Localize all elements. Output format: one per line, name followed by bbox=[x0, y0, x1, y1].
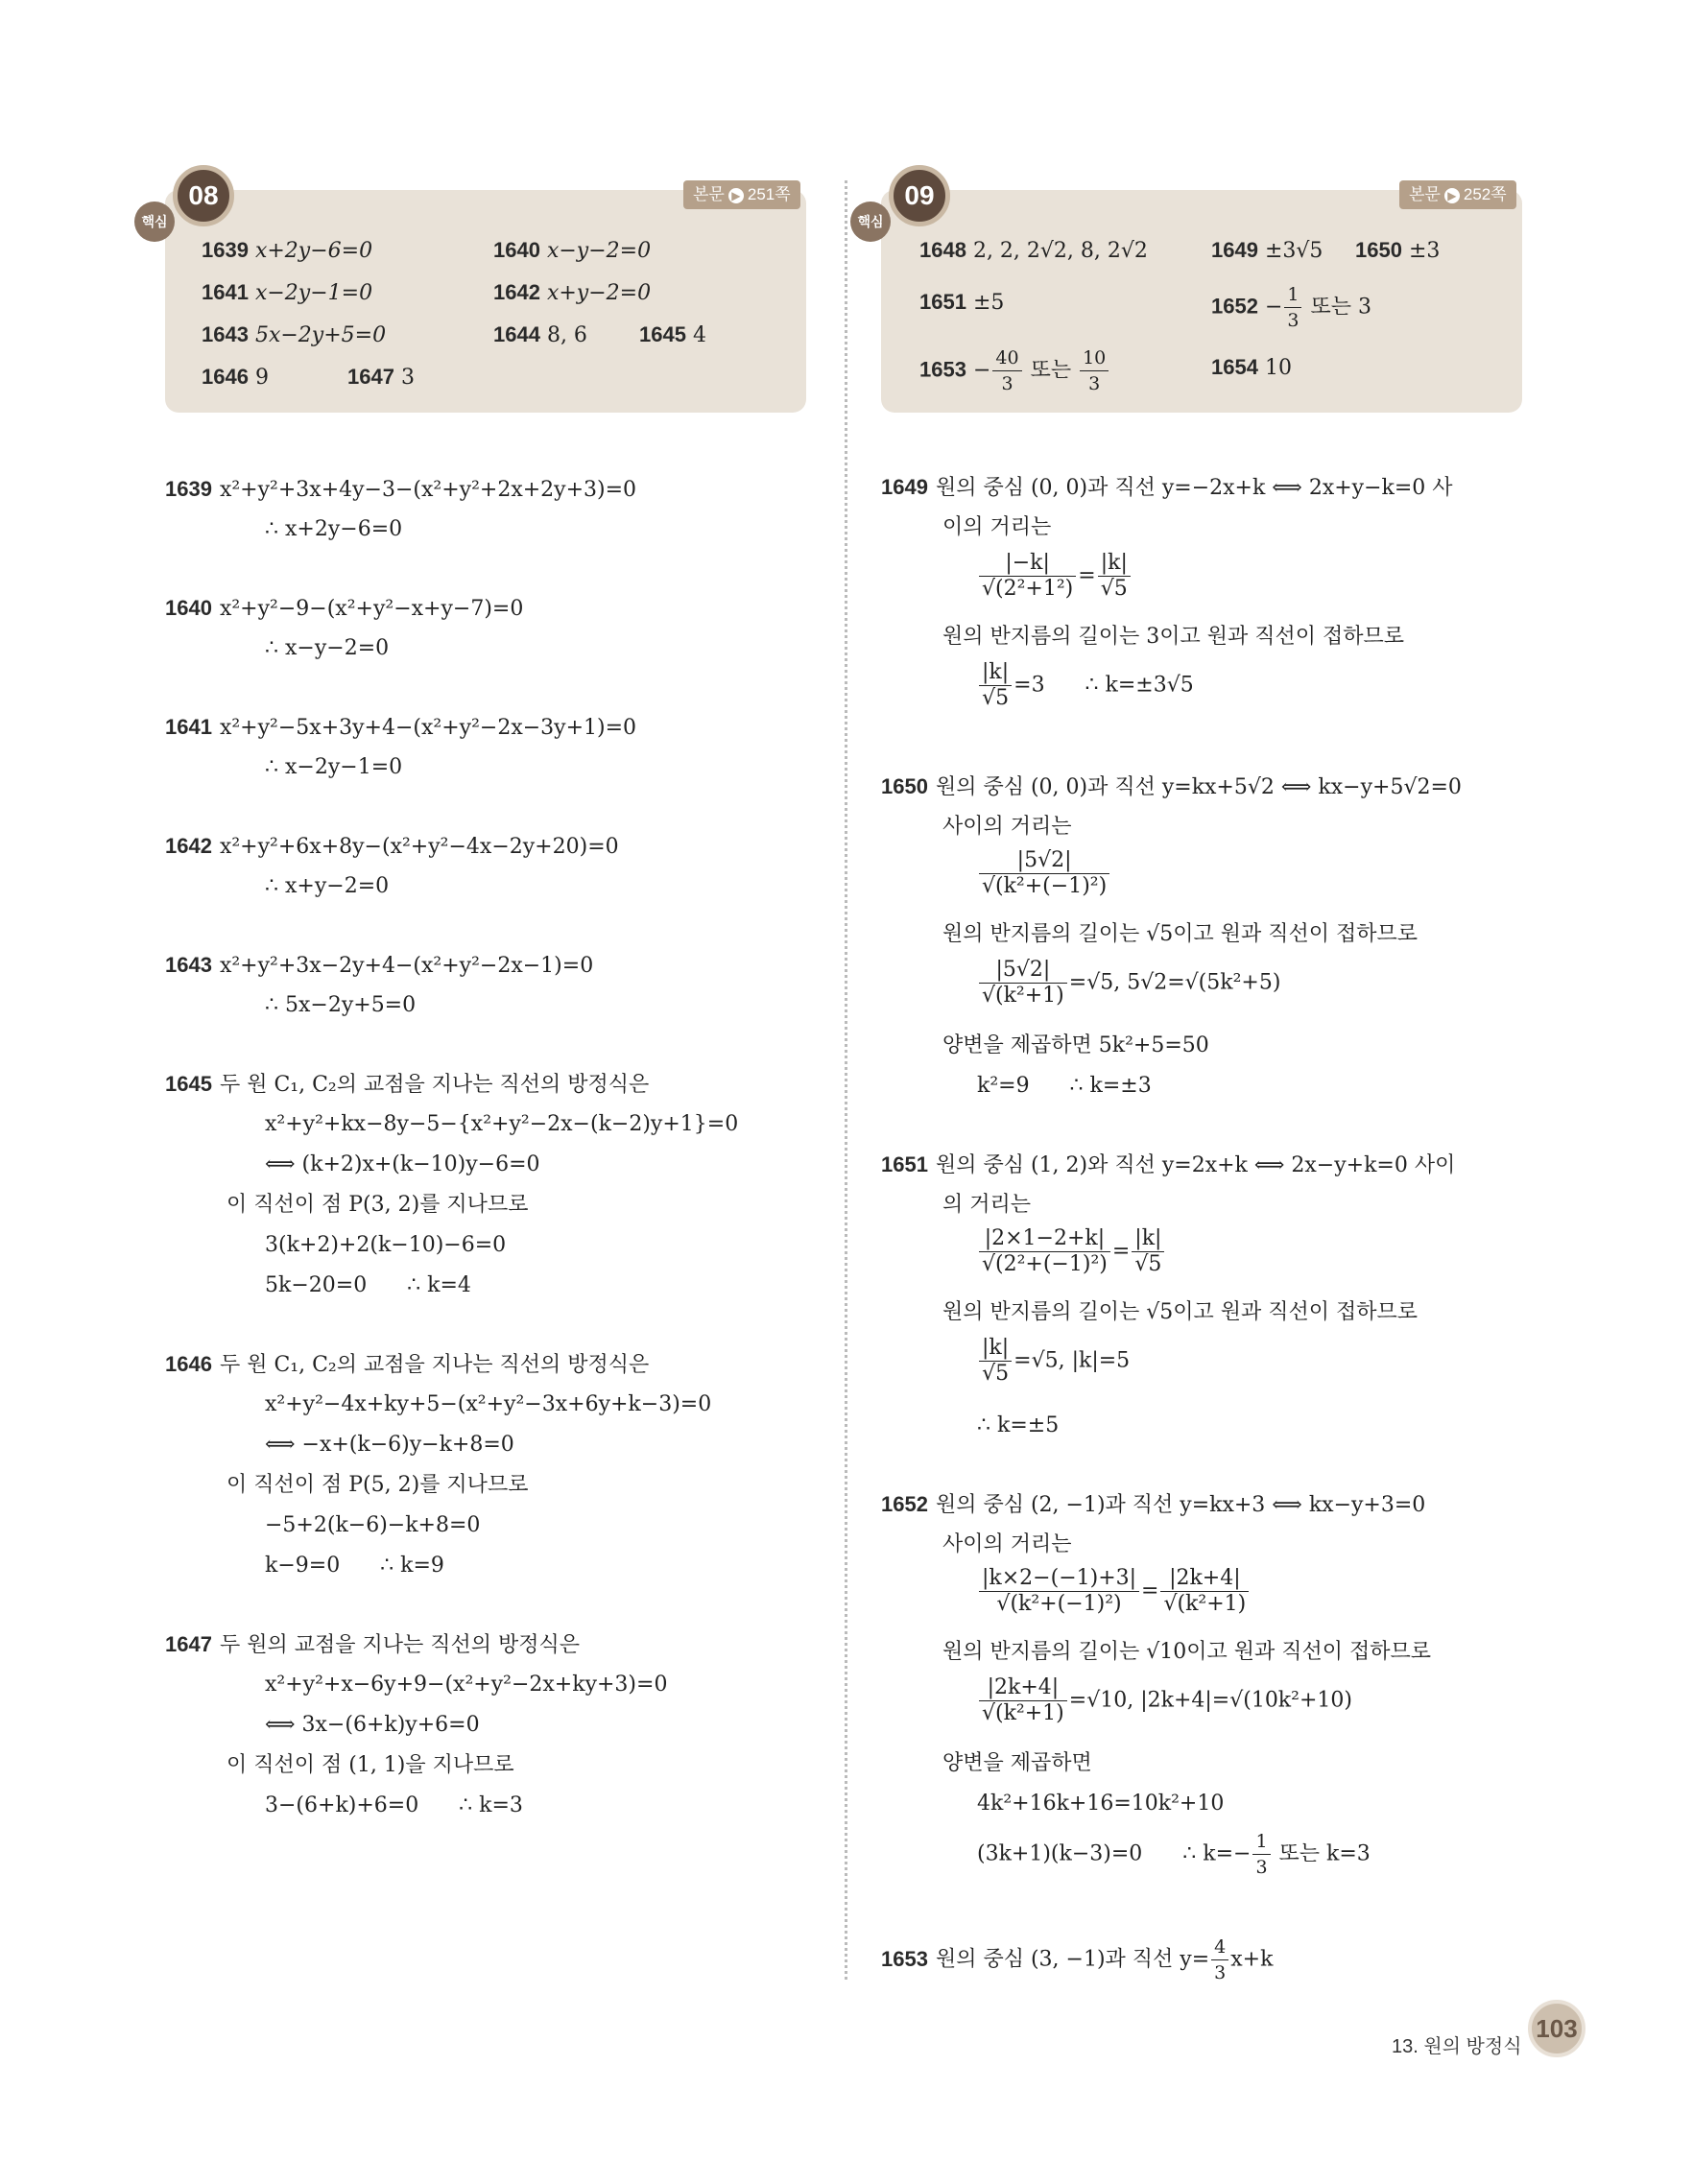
fraction: $\frac{1}{3}$ bbox=[1252, 1829, 1270, 1880]
solution-1651-line-3: $\frac{|2\times 1-2+k|}{\text{√(2²+(−1)²)}}$ = $\frac{|k|}{√5}$ bbox=[977, 1226, 1166, 1277]
solution-1650-line-3 bbox=[977, 848, 1111, 899]
answer-1644: 1644 8, 6 bbox=[493, 322, 587, 347]
answer-1648: 1648 2, 2, 2√2, 8, 2√2 bbox=[919, 238, 1148, 263]
solution-1651-line-5: $\frac{|k|}{√5}$ =√5, |k|=5 bbox=[977, 1336, 1130, 1387]
solution-1639-line-2: ∴ x+2y−6=0 bbox=[265, 517, 403, 541]
answer-1643: 1643 5x−2y+5=0 bbox=[202, 322, 387, 347]
answer-1646: 1646 9 bbox=[202, 365, 269, 390]
solution-1643-line-2: ∴ 5x−2y+5=0 bbox=[265, 993, 417, 1017]
solution-1651-line-2: 의 거리는 bbox=[942, 1193, 1032, 1217]
answer-1654: 1654 10 bbox=[1211, 355, 1292, 380]
solution-1646-line-6: k−9=0 ∴ k=9 bbox=[265, 1554, 444, 1578]
fraction: $\frac{40}{3}$ bbox=[992, 345, 1021, 396]
solution-1652-line-5: $\frac{|2k+4|}{\text{√(k²+1)}}$ =√10, |2k+4|=√(10k²+10) bbox=[977, 1675, 1352, 1726]
arrow-right-icon: ▶ bbox=[728, 188, 744, 203]
solution-1649-line-3: $\frac{|-k|}{\text{√(2²+1²)}}$ = $\frac{|k|}{√5}$ bbox=[977, 551, 1133, 602]
solution-1647-line-5: 3−(6+k)+6=0 ∴ k=3 bbox=[265, 1793, 523, 1817]
fraction: $\frac{|2\times 1-2+k|}{\text{√(2²+(−1)²)}}$ bbox=[979, 1226, 1110, 1277]
solution-1652-line-3: $\frac{|k\times 2-(-1)+3|}{\text{√(k²+(−1)²)}}$ = $\frac{|2k+4|}{\text{√(k²+1)}}$ bbox=[977, 1566, 1251, 1617]
answer-1639: 1639 x+2y−6=0 bbox=[202, 238, 373, 263]
answer-1647: 1647 3 bbox=[347, 365, 415, 390]
answer-1651: 1651 ±5 bbox=[919, 290, 1005, 315]
answer-1652: 1652 − $\frac{1}{3}$ 또는 3 bbox=[1211, 284, 1371, 331]
solution-1653-line-1: 1653 원의 중심 (3, −1)과 직선 y= $\frac{4}{3}$ x+k bbox=[881, 1936, 1274, 1983]
solution-1645-line-4: 이 직선이 점 P(3, 2)를 지나므로 bbox=[227, 1193, 529, 1217]
arrow-right-icon: ▶ bbox=[1444, 188, 1460, 203]
solution-1651-line-4: 원의 반지름의 길이는 √5이고 원과 직선이 접하므로 bbox=[942, 1300, 1419, 1324]
column-divider bbox=[845, 180, 847, 1980]
answer-1653: 1653 − $\frac{40}{3}$ 또는 $\frac{10}{3}$ bbox=[919, 345, 1110, 396]
solution-1642-line-1: 1642 x²+y²+6x+8y−(x²+y²−4x−2y+20)=0 bbox=[165, 834, 619, 859]
solution-1650-line-2: 사이의 거리는 bbox=[942, 815, 1072, 839]
solution-1652-line-7: 4k²+16k+16=10k²+10 bbox=[977, 1792, 1225, 1816]
fraction: $\frac{|-k|}{\text{√(2²+1²)}}$ bbox=[979, 551, 1076, 602]
fraction: $\frac{|5√2|}{\text{√(k²+1)}}$ bbox=[979, 958, 1067, 1009]
ref-page: 252쪽 bbox=[1463, 185, 1507, 203]
solution-1640-line-2: ∴ x−y−2=0 bbox=[265, 636, 390, 660]
solution-1645-line-6: 5k−20=0 ∴ k=4 bbox=[265, 1273, 471, 1297]
solution-1652-line-6: 양변을 제곱하면 bbox=[942, 1751, 1092, 1775]
fraction: $\frac{|k|}{√5}$ bbox=[979, 1336, 1012, 1387]
solution-1647-line-3: ⟺ 3x−(6+k)y+6=0 bbox=[265, 1713, 480, 1737]
solution-1652-line-2: 사이의 거리는 bbox=[942, 1532, 1072, 1556]
solution-1650-line-7: k²=9 ∴ k=±3 bbox=[977, 1074, 1152, 1098]
core-badge-right: 핵심 bbox=[850, 202, 891, 242]
fraction: $\frac{1}{3}$ bbox=[1284, 282, 1301, 333]
solution-1641-line-2: ∴ x−2y−1=0 bbox=[265, 755, 403, 779]
solution-1652-line-8: (3k+1)(k−3)=0 ∴ k=− $\frac{1}{3}$ 또는 k=3 bbox=[977, 1831, 1371, 1878]
solution-1645-line-1: 1645 두 원 C₁, C₂의 교점을 지나는 직선의 방정식은 bbox=[165, 1072, 650, 1097]
solution-1650-line-4: 원의 반지름의 길이는 √5이고 원과 직선이 접하므로 bbox=[942, 922, 1419, 946]
textbook-ref-right bbox=[1399, 180, 1516, 209]
solution-1649-line-5: $\frac{|k|}{√5}$ =3 ∴ k=±3√5 bbox=[977, 660, 1194, 711]
section-number-badge-left: 08 bbox=[173, 165, 234, 226]
solution-1649-line-2: 이의 거리는 bbox=[942, 515, 1052, 539]
solution-1646-line-4: 이 직선이 점 P(5, 2)를 지나므로 bbox=[227, 1473, 529, 1497]
solution-1646-line-1: 1646 두 원 C₁, C₂의 교점을 지나는 직선의 방정식은 bbox=[165, 1352, 650, 1377]
solution-1647-line-2: x²+y²+x−6y+9−(x²+y²−2x+ky+3)=0 bbox=[265, 1673, 668, 1697]
fraction: $\frac{|2k+4|}{\text{√(k²+1)}}$ bbox=[1160, 1566, 1249, 1617]
core-badge-left: 핵심 bbox=[134, 202, 175, 242]
solution-1646-line-2: x²+y²−4x+ky+5−(x²+y²−3x+6y+k−3)=0 bbox=[265, 1392, 712, 1416]
solution-1643-line-1: 1643 x²+y²+3x−2y+4−(x²+y²−2x−1)=0 bbox=[165, 953, 594, 978]
answer-1650: 1650 ±3 bbox=[1355, 238, 1441, 263]
section-number-badge-right: 09 bbox=[889, 165, 950, 226]
solution-1647-line-4: 이 직선이 점 (1, 1)을 지나므로 bbox=[227, 1753, 514, 1777]
fraction: $\frac{4}{3}$ bbox=[1211, 1935, 1228, 1985]
answer-1642: 1642 x+y−2=0 bbox=[493, 280, 652, 305]
solution-1650-line-6: 양변을 제곱하면 5k²+5=50 bbox=[942, 1033, 1209, 1057]
solution-1645-line-5: 3(k+2)+2(k−10)−6=0 bbox=[265, 1233, 507, 1257]
solution-1646-line-3: ⟺ −x+(k−6)y−k+8=0 bbox=[265, 1433, 514, 1457]
solution-1649-line-4: 원의 반지름의 길이는 3이고 원과 직선이 접하므로 bbox=[942, 625, 1404, 649]
solution-1650-line-1: 1650 원의 중심 (0, 0)과 직선 y=kx+5√2 ⟺ kx−y+5√2=0 bbox=[881, 774, 1462, 799]
fraction: $\frac{|k|}{√5}$ bbox=[1098, 551, 1131, 602]
chapter-title: 13. 원의 방정식 bbox=[1392, 2036, 1522, 2057]
solution-1650-line-5: $\frac{|5√2|}{\text{√(k²+1)}}$ =√5, 5√2=√(5k²+5) bbox=[977, 958, 1280, 1009]
solution-1647-line-1: 1647 두 원의 교점을 지나는 직선의 방정식은 bbox=[165, 1632, 580, 1657]
solution-1649-line-1: 1649 원의 중심 (0, 0)과 직선 y=−2x+k ⟺ 2x+y−k=0 사 bbox=[881, 475, 1453, 500]
fraction: $\frac{|k\times 2-(-1)+3|}{\text{√(k²+(−1)²)}}$ bbox=[979, 1566, 1139, 1617]
answer-1649: 1649 ±3√5 bbox=[1211, 238, 1323, 263]
ref-page: 251쪽 bbox=[747, 185, 791, 203]
fraction: $\frac{|2k+4|}{\text{√(k²+1)}}$ bbox=[979, 1675, 1067, 1726]
textbook-ref-left bbox=[683, 180, 800, 209]
answer-1640: 1640 x−y−2=0 bbox=[493, 238, 652, 263]
ref-prefix: 본문 bbox=[693, 185, 725, 203]
page-number: 103 bbox=[1528, 2000, 1586, 2057]
fraction: $\frac{10}{3}$ bbox=[1080, 345, 1109, 396]
answer-1641: 1641 x−2y−1=0 bbox=[202, 280, 373, 305]
solution-1646-line-5: −5+2(k−6)−k+8=0 bbox=[265, 1513, 481, 1537]
answer-1645: 1645 4 bbox=[639, 322, 706, 347]
solution-1652-line-4: 원의 반지름의 길이는 √10이고 원과 직선이 접하므로 bbox=[942, 1640, 1432, 1664]
solution-1651-line-6: ∴ k=±5 bbox=[977, 1413, 1060, 1437]
solution-1642-line-2: ∴ x+y−2=0 bbox=[265, 874, 390, 898]
solution-1640-line-1: 1640 x²+y²−9−(x²+y²−x+y−7)=0 bbox=[165, 596, 524, 621]
fraction: $\frac{|5√2|}{\text{√(k²+(−1)²)}}$ bbox=[979, 848, 1109, 899]
solution-1652-line-1: 1652 원의 중심 (2, −1)과 직선 y=kx+3 ⟺ kx−y+3=0 bbox=[881, 1492, 1426, 1517]
solution-1645-line-2: x²+y²+kx−8y−5−{x²+y²−2x−(k−2)y+1}=0 bbox=[265, 1112, 739, 1136]
ref-prefix: 본문 bbox=[1409, 185, 1441, 203]
fraction: $\frac{|k|}{√5}$ bbox=[979, 660, 1012, 711]
solution-1639-line-1: 1639 x²+y²+3x+4y−3−(x²+y²+2x+2y+3)=0 bbox=[165, 477, 637, 502]
solution-1645-line-3: ⟺ (k+2)x+(k−10)y−6=0 bbox=[265, 1152, 540, 1176]
fraction: $\frac{|k|}{√5}$ bbox=[1132, 1226, 1164, 1277]
solution-1641-line-1: 1641 x²+y²−5x+3y+4−(x²+y²−2x−3y+1)=0 bbox=[165, 715, 637, 740]
solution-1651-line-1: 1651 원의 중심 (1, 2)와 직선 y=2x+k ⟺ 2x−y+k=0 사이 bbox=[881, 1152, 1456, 1177]
